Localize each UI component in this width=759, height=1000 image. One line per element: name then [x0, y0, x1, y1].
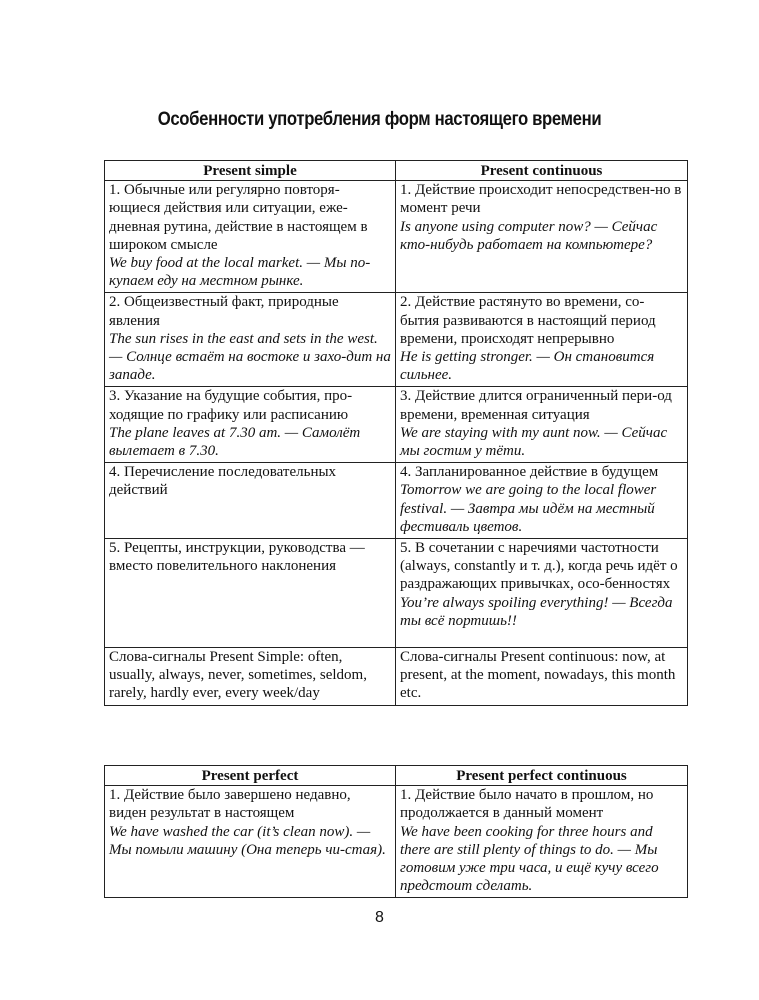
cell-text: 3. Указание на будущие события, про-ходящие по графику или расписанию — [109, 388, 353, 423]
table-row — [105, 648, 688, 706]
cell-example: We buy food at the local market. — Мы по-купаем еду на местном рынке. — [109, 255, 371, 290]
present-tenses-table — [104, 160, 688, 706]
cell-text: 1. Обычные или регулярно повторя-ющиеся действия или ситуации, еже-дневная рутина, действие в настоящем в широком смысле — [109, 182, 368, 253]
cell-text: 5. Рецепты, инструкции, руководства — вместо повелительного наклонения — [109, 540, 365, 575]
cell-text: 3. Действие длится ограниченный пери-од времени, временная ситуация — [400, 388, 672, 423]
table-row — [105, 463, 688, 539]
table-row — [105, 293, 688, 387]
column-header: Present perfect — [105, 766, 396, 786]
table-cell — [396, 387, 688, 463]
column-header: Present simple — [105, 161, 396, 181]
table-cell — [105, 387, 396, 463]
table-cell — [105, 181, 396, 293]
cell-text: Слова-сигналы Present Simple: often, usually, always, never, sometimes, seldom, rarely, hardly ever, every week/day — [109, 649, 367, 702]
table-cell — [105, 539, 396, 648]
cell-text: 1. Действие было начато в прошлом, но продолжается в данный момент — [400, 787, 654, 822]
table-header-row — [105, 161, 688, 181]
page-number: 8 — [375, 909, 384, 926]
cell-example: He is getting stronger. — Он становится сильнее. — [400, 349, 655, 384]
cell-example: You’re always spoiling everything! — Всегда ты всё портишь!! — [400, 594, 673, 629]
cell-text: 1. Действие происходит непосредствен-но в момент речи — [400, 182, 682, 217]
present-perfect-table — [104, 765, 688, 898]
cell-text: 4. Запланированное действие в будущем — [400, 464, 659, 481]
table-cell — [105, 786, 396, 898]
cell-example: Is anyone using computer now? — Сейчас кто-нибудь работает на компьютере? — [400, 218, 658, 253]
cell-example: Tomorrow we are going to the local flower festival. — Завтра мы идём на местный фестиваль цветов. — [400, 482, 657, 535]
table-row — [105, 181, 688, 293]
cell-example: The sun rises in the east and sets in the west. — Солнце встаёт на востоке и захо-дит на западе. — [109, 330, 391, 384]
column-header: Present perfect continuous — [396, 766, 688, 786]
page-title: Особенности употребления форм настоящего времени — [157, 109, 602, 130]
table-row — [105, 539, 688, 648]
table-cell — [396, 786, 688, 898]
table-cell — [105, 648, 396, 706]
cell-text: 1. Действие было завершено недавно, виден результат в настоящем — [109, 787, 351, 822]
table-row — [105, 387, 688, 463]
cell-text: 4. Перечисление последовательных действий — [109, 464, 337, 499]
cell-example: We have washed the car (it’s clean now). — Мы помыли машину (Она теперь чи-стая). — [109, 823, 386, 858]
column-header: Present continuous — [396, 161, 688, 181]
table-cell — [105, 293, 396, 387]
cell-text: 5. В сочетании с наречиями частотности (always, constantly и т. д.), когда речь идёт о раздражающих привычках, осо-бенностях — [400, 540, 678, 593]
cell-example: The plane leaves at 7.30 am. — Самолёт вылетает в 7.30. — [109, 424, 361, 460]
cell-example: We are staying with my aunt now. — Сейчас мы гостим у тёти. — [400, 424, 668, 460]
cell-text: 2. Общеизвестный факт, природные явления — [109, 294, 339, 329]
table-cell — [105, 463, 396, 539]
table-cell — [396, 539, 688, 648]
table-header-row — [105, 766, 688, 786]
cell-example: We have been cooking for three hours and there are still plenty of things to do. — Мы готовим уже три часа, и ещё кучу всего предстоит сделать. — [400, 823, 659, 895]
cell-text: 2. Действие растянуто во времени, со-бытия развиваются в настоящий период времени, происходят непрерывно — [400, 294, 656, 347]
table-cell — [396, 648, 688, 706]
table-row — [105, 786, 688, 898]
cell-text: Слова-сигналы Present continuous: now, at present, at the moment, nowadays, this month etc. — [400, 649, 676, 702]
table-cell — [396, 293, 688, 387]
table-cell — [396, 463, 688, 539]
table-cell — [396, 181, 688, 293]
